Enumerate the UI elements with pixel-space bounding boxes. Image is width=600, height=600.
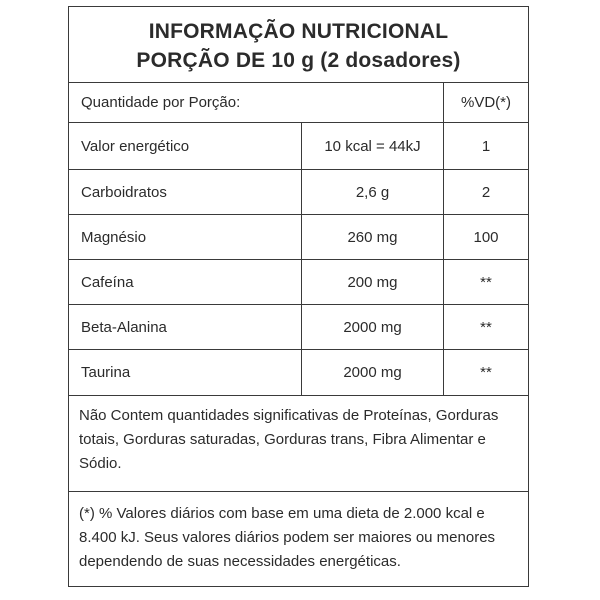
amount-per-serving-label: Quantidade por Porção: — [81, 94, 241, 111]
nutrient-daily-value: ** — [443, 305, 528, 349]
nutrient-name: Carboidratos — [81, 183, 167, 201]
table-row — [69, 215, 528, 260]
nutrient-amount: 260 mg — [301, 215, 443, 259]
table-row — [69, 260, 528, 305]
table-row — [69, 350, 528, 396]
nutrient-daily-value: 100 — [443, 215, 528, 259]
label-title: INFORMAÇÃO NUTRICIONAL — [148, 20, 449, 43]
nutrient-amount: 2000 mg — [301, 350, 443, 395]
nutrient-name: Taurina — [81, 364, 131, 381]
serving-size: PORÇÃO DE 10 g (2 dosadores) — [136, 49, 461, 72]
not-significant-note: Não Contem quantidades significativas de Proteínas, Gorduras totais, Gorduras saturadas, Gorduras trans, Fibra Alimentar e Sódio. — [69, 396, 528, 492]
nutrient-amount: 2,6 g — [301, 170, 443, 214]
nutrient-amount: 200 mg — [301, 260, 443, 304]
nutrient-daily-value: ** — [443, 260, 528, 304]
nutrient-daily-value: 2 — [443, 170, 528, 214]
table-row — [69, 305, 528, 350]
table-header-row — [69, 83, 528, 123]
table-row — [69, 170, 528, 215]
nutrient-name: Magnésio — [81, 228, 147, 246]
table-row — [69, 123, 528, 170]
nutrition-facts-label — [68, 6, 529, 587]
daily-values-footnote: (*) % Valores diários com base em uma dieta de 2.000 kcal e 8.400 kJ. Seus valores diários podem ser maiores ou menores dependendo de suas necessidades energéticas. — [79, 505, 496, 570]
nutrient-daily-value: 1 — [443, 123, 528, 169]
nutrient-daily-value: ** — [443, 350, 528, 395]
daily-value-header: %VD(*) — [443, 83, 528, 122]
nutrient-amount: 2000 mg — [301, 305, 443, 349]
nutrient-amount: 10 kcal = 44kJ — [301, 123, 443, 169]
label-header — [69, 7, 528, 83]
nutrient-name: Cafeína — [81, 273, 134, 291]
nutrient-name: Valor energético — [81, 137, 190, 155]
nutrient-name: Beta-Alanina — [81, 318, 167, 336]
